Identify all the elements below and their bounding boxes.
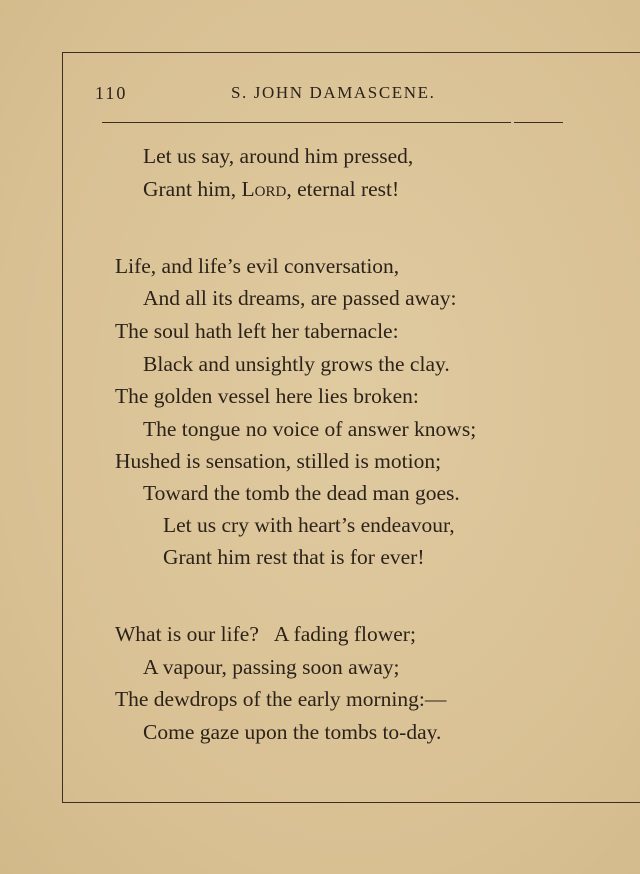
verse-line: Grant him rest that is for ever! <box>163 545 425 569</box>
verse-line: Life, and life’s evil conversation, <box>115 254 400 278</box>
running-title: S. JOHN DAMASCENE. <box>231 83 436 102</box>
page-number: 110 <box>95 83 128 103</box>
verse-line: The golden vessel here lies broken: <box>115 384 419 408</box>
verse-line: The dewdrops of the early morning:— <box>115 687 447 711</box>
verse-line: The soul hath left her tabernacle: <box>115 319 399 343</box>
verse-line: Let us say, around him pressed, <box>143 144 414 168</box>
verse-line: Let us cry with heart’s endeavour, <box>163 513 455 537</box>
header-rule-end <box>514 122 563 123</box>
verse-line: Come gaze upon the tombs to-day. <box>143 720 442 744</box>
small-caps-word: Lord <box>241 177 287 201</box>
header-rule <box>102 122 511 123</box>
verse-line: Black and unsightly grows the clay. <box>143 352 450 376</box>
verse-line: And all its dreams, are passed away: <box>143 286 457 310</box>
verse-line: Hushed is sensation, stilled is motion; <box>115 449 442 473</box>
verse-line: The tongue no voice of answer knows; <box>143 417 477 441</box>
verse-line: A vapour, passing soon away; <box>143 655 400 679</box>
verse-line: Toward the tomb the dead man goes. <box>143 481 460 505</box>
verse-line: What is our life? A fading flower; <box>115 622 416 646</box>
verse-line: Grant him, Lord, eternal rest! <box>143 177 400 201</box>
